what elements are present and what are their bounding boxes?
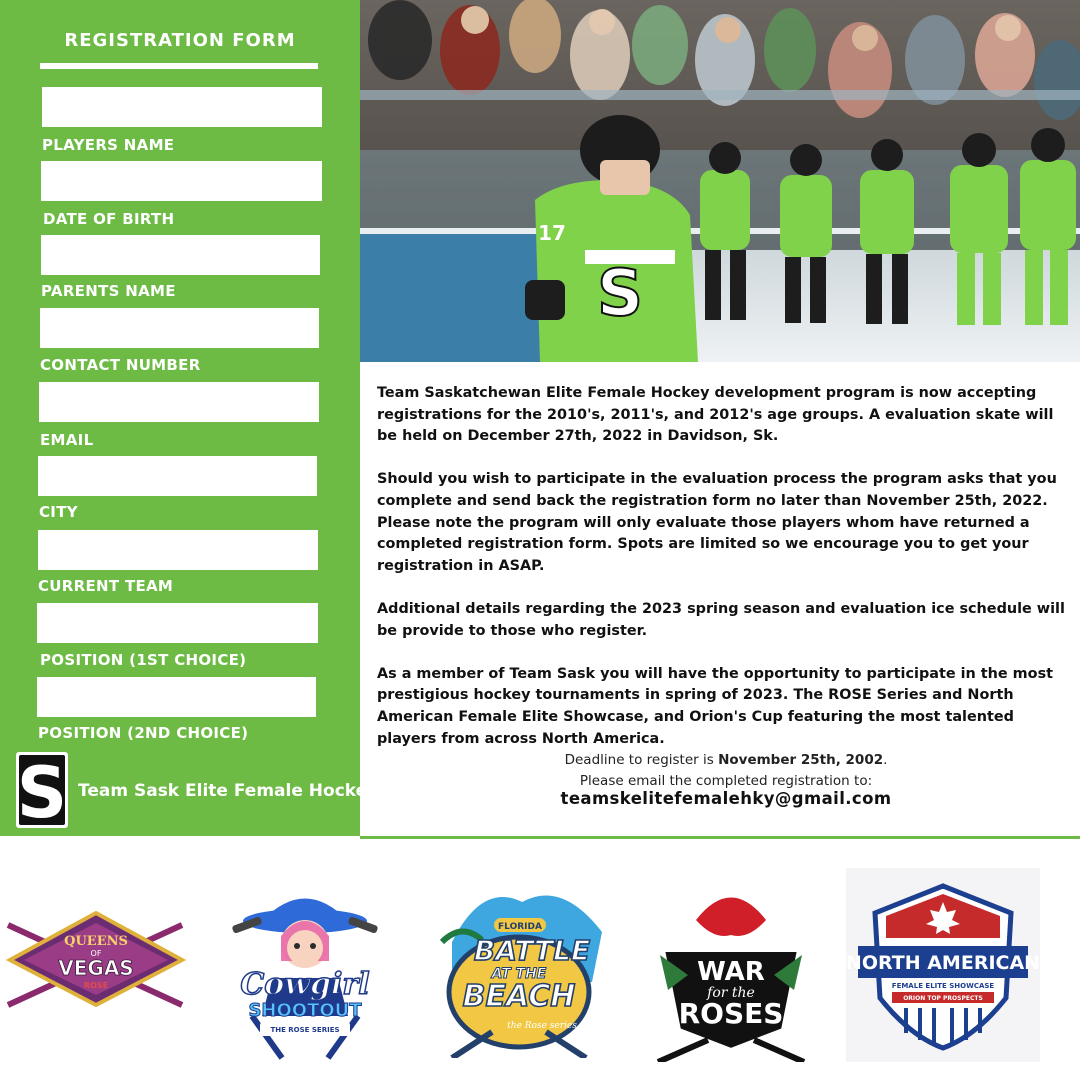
cowgirl-line3: THE ROSE SERIES	[270, 1026, 340, 1034]
beach-line3: BEACH	[462, 979, 576, 1014]
north-line1: NORTH AMERICAN	[846, 952, 1040, 974]
north-line2: FEMALE ELITE SHOWCASE	[891, 982, 995, 990]
roses-line1: WAR	[697, 957, 765, 987]
north-line3: ORION TOP PROSPECTS	[903, 995, 983, 1002]
position-first-choice-field[interactable]	[37, 603, 318, 643]
team-sask-s-logo	[14, 750, 70, 830]
parents-name-field[interactable]	[41, 235, 320, 275]
email-instructions: Please email the completed registration to:	[579, 773, 873, 789]
roses-line2: for the	[707, 985, 755, 1001]
players-name-field[interactable]	[42, 87, 322, 127]
vegas-of: OF	[90, 949, 102, 958]
contact-number-label: CONTACT NUMBER	[40, 356, 201, 374]
vegas-tag: ROSE	[83, 981, 109, 990]
jersey-letter: S	[596, 257, 644, 331]
position-second-choice-label: POSITION (2ND CHOICE)	[38, 724, 249, 742]
city-field[interactable]	[38, 456, 317, 496]
vegas-line2: VEGAS	[58, 956, 134, 980]
date-of-birth-field[interactable]	[41, 161, 322, 201]
cowgirl-shootout-logo	[212, 866, 398, 1060]
current-team-field[interactable]	[38, 530, 318, 570]
section-divider	[360, 836, 1080, 839]
team-logo-letter: S	[16, 752, 68, 830]
beach-line1: BATTLE	[473, 934, 591, 967]
players-name-label: PLAYERS NAME	[42, 136, 175, 154]
vegas-line1: QUEENS	[64, 934, 128, 949]
position-first-choice-label: POSITION (1ST CHOICE)	[40, 651, 247, 669]
paragraph-intro: Team Saskatchewan Elite Female Hockey development program is now accepting registrations for the 2010's, 2011's, and 2012's age groups. A evaluation skate will be held on December 27th, 2022 in Davidson, Sk.	[377, 385, 1054, 445]
current-team-label: CURRENT TEAM	[38, 577, 174, 595]
queens-of-vegas-logo	[2, 905, 190, 1015]
city-label: CITY	[39, 503, 78, 521]
contact-email[interactable]: teamskelitefemalehky@gmail.com	[560, 789, 892, 808]
team-name: Team Sask Elite Female Hockey	[78, 781, 379, 801]
email-field[interactable]	[39, 382, 319, 422]
beach-line2: AT THE	[491, 966, 547, 982]
paragraph-tournaments: As a member of Team Sask you will have the opportunity to participate in the most prestigious hockey tournaments in spring of 2023. The ROSE Series and North American Female Elite Showcase, and Orion's Cup featuring the most talented players from across North America.	[377, 665, 1054, 747]
paragraph-details: Additional details regarding the 2023 spring season and evaluation ice schedule will be provide to those who register.	[377, 600, 1065, 639]
team-photo	[360, 0, 1080, 362]
deadline-prefix: Deadline to register is	[564, 752, 719, 768]
cowgirl-line2: SHOOTOUT	[248, 1000, 362, 1021]
deadline-notice	[364, 750, 1080, 792]
contact-number-field[interactable]	[40, 308, 319, 348]
program-description	[377, 383, 1069, 772]
beach-tag: the Rose series	[507, 1021, 577, 1031]
roses-line3: ROSES	[678, 997, 784, 1030]
battle-at-the-beach-logo	[422, 872, 616, 1058]
form-title: REGISTRATION FORM	[64, 30, 296, 51]
paragraph-evaluation: Should you wish to participate in the evaluation process the program asks that you complete and send back the registration form no later than November 25th, 2022. Please note the program will only evaluate those players whom have returned a completed registration form. Spots are limited so we encourage you to get your registration in ASAP.	[377, 471, 1057, 574]
date-of-birth-label: DATE OF BIRTH	[43, 210, 175, 228]
north-american-showcase-logo	[846, 868, 1040, 1062]
position-second-choice-field[interactable]	[37, 677, 316, 717]
deadline-date: November 25th, 2002	[718, 752, 884, 768]
email-label: EMAIL	[40, 431, 94, 449]
deadline-suffix: .	[883, 752, 888, 768]
beach-top: FLORIDA	[498, 922, 542, 932]
title-divider	[40, 63, 318, 69]
war-for-the-roses-logo	[648, 880, 814, 1062]
parents-name-label: PARENTS NAME	[41, 282, 176, 300]
registration-form-panel	[0, 0, 379, 836]
cowgirl-line1: Cowgirl	[240, 967, 370, 1002]
jersey-number: 17	[538, 221, 566, 245]
